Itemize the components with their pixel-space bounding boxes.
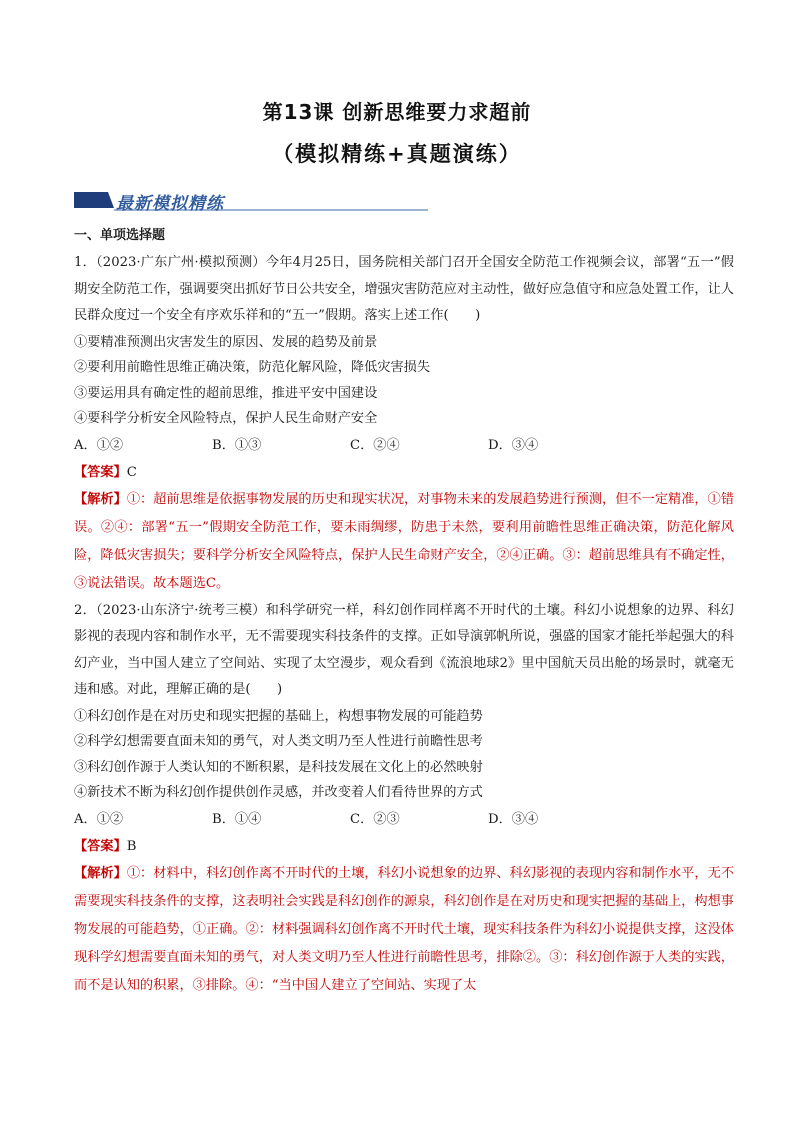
statement-option: ④要科学分析安全风险特点，保护人民生命财产安全 [74,411,378,426]
choice-d: D．③④ [488,811,539,827]
statement-option: ①科幻创作是在对历史和现实把握的基础上，构想事物发展的可能趋势 [74,708,483,724]
question-stem: 2．（2023·山东济宁·统考三模）和科学研究一样，科幻创作同样离不开时代的土壤。科幻小说想象的边界、科幻影视的表现内容和制作水平，无不需要现实科技条件的支撑。正如导演郭帆所说，强盛的国家才能托举起强大的科幻产业，当中国人建立了空间站、实现了太空漫步，观众看到《流浪地球2》里中国航天员出舱的场景时，就毫无违和感。对此，理解正确的是( ) [74,602,734,697]
answer-choices [74,432,734,459]
statement-option: ④新技术不断为科幻创作提供创作灵感，并改变着人们看待世界的方式 [74,785,483,800]
question-content [74,226,734,1000]
banner-title: 最新模拟精练 [116,194,224,214]
answer-choices [74,806,734,833]
answer-label: 【答案】 [74,838,127,854]
choice-b: B．①④ [212,811,262,827]
answer-line [74,459,734,486]
lesson-subtitle: （模拟精练+真题演练） [272,142,522,166]
choice-a: A．①② [74,437,124,453]
choice-c: C．②④ [350,437,400,453]
answer-value: B [126,838,137,854]
question-stem: 1．（2023·广东广州·模拟预测）今年4月25日，国务院相关部门召开全国安全防范工作视频会议，部署“五一”假期安全防范工作，强调要突出抓好节日公共安全，增强灾害防范应对主动性，做好应急值守和应急处置工作，让人民群众度过一个安全有序欢乐祥和的“五一”假期。落实上述工作( ) [74,255,734,323]
answer-label: 【答案】 [74,464,127,480]
section-heading: 一、单项选择题 [74,228,166,243]
choice-b: B．①③ [212,437,262,453]
analysis-label: 【解析】 [74,865,127,881]
choice-c: C．②③ [350,811,400,827]
analysis-block [74,486,734,598]
analysis-text: ①：材料中，科幻创作离不开时代的土壤，科幻小说想象的边界、科幻影视的表现内容和制作水平，无不需要现实科技条件的支撑，这表明社会实践是科幻创作的源泉，科幻创作是在对历史和现实把握的基础上，构想事物发展的可能趋势，①正确。②：材料强调科幻创作离不开时代土壤，现实科技条件为科幻小说提供支撑，这没体现科学幻想需要直面未知的勇气，对人类文明乃至人性进行前瞻性思考，排除②。③：科幻创作源于人类的实践，而不是认知的积累，③排除。④：“当中国人建立了空间站、实现了太 [74,865,735,993]
choice-a: A．①② [74,811,124,827]
question-1 [74,250,734,598]
analysis-block [74,860,734,1000]
analysis-text: ①：超前思维是依据事物发展的历史和现实状况，对事物未来的发展趋势进行预测，但不一定精准，①错误。②④：部署“五一”假期安全防范工作，要未雨绸缪，防患于未然，要利用前瞻性思维正确决策，防范化解风险，降低灾害损失；要科学分析安全风险特点，保护人民生命财产安全，②④正确。③：超前思维具有不确定性，③说法错误。故本题选C。 [74,491,735,591]
analysis-label: 【解析】 [74,491,127,507]
statement-option: ①要精准预测出灾害发生的原因、发展的趋势及前景 [74,334,378,350]
choice-d: D．③④ [488,437,539,453]
answer-line [74,833,734,860]
statement-option: ②要利用前瞻性思维正确决策，防范化解风险，降低灾害损失 [74,360,431,375]
statement-option: ③要运用具有确定性的超前思维，推进平安中国建设 [74,385,378,401]
statement-option: ②科学幻想需要直面未知的勇气，对人类文明乃至人性进行前瞻性思考 [74,734,483,749]
lesson-title: 第13课 创新思维要力求超前 [262,100,532,124]
question-2 [74,598,734,1000]
statement-option: ③科幻创作源于人类认知的不断积累，是科技发展在文化上的必然映射 [74,759,483,775]
section-banner [74,188,430,214]
answer-value: C [126,464,137,480]
